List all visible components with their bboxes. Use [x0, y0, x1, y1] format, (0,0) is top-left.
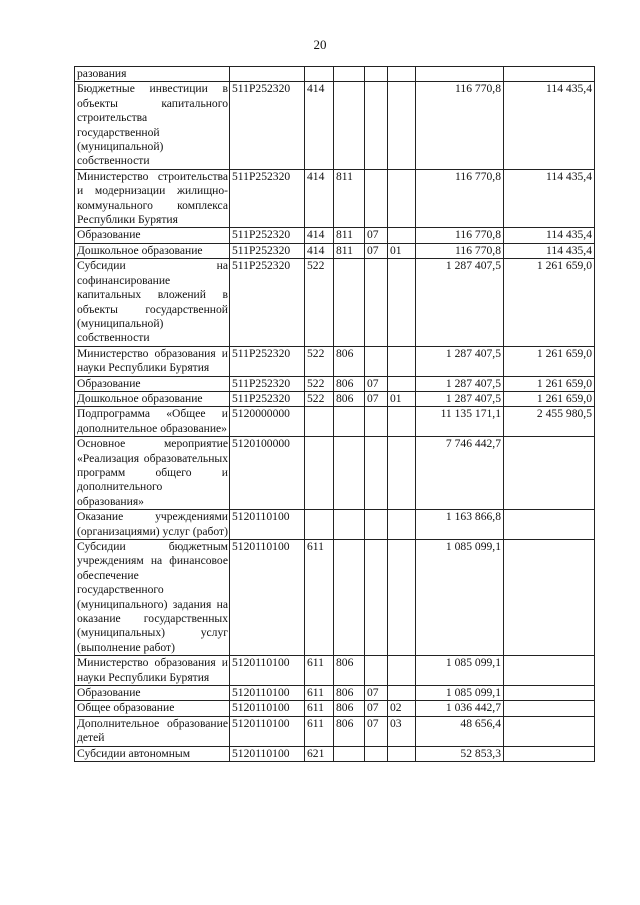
target-article-cell: 511P252320 — [230, 169, 305, 228]
subsection-code-cell — [388, 746, 416, 761]
administrator-code-cell — [334, 259, 365, 346]
administrator-code-cell — [334, 437, 365, 510]
table-row — [75, 540, 595, 656]
section-code-cell: 07 — [365, 716, 388, 746]
target-article-cell: 5120110100 — [230, 686, 305, 701]
section-code-cell — [365, 67, 388, 82]
section-code-cell: 07 — [365, 228, 388, 243]
expense-type-cell: 522 — [305, 376, 334, 391]
expense-type-cell: 611 — [305, 716, 334, 746]
administrator-code-cell: 806 — [334, 656, 365, 686]
amount-year2-cell: 2 455 980,5 — [504, 407, 595, 437]
administrator-code-cell: 806 — [334, 716, 365, 746]
expense-type-cell — [305, 407, 334, 437]
section-code-cell — [365, 169, 388, 228]
administrator-code-cell: 811 — [334, 228, 365, 243]
target-article-cell: 5120110100 — [230, 656, 305, 686]
administrator-code-cell: 811 — [334, 169, 365, 228]
row-name-cell: Субсидии бюджетным учреждениям на финансовое обеспечение государственного (муниципального) задания на оказание государственных (муниципальных) услуг (выполнение работ) — [75, 540, 230, 656]
row-name-cell: Дошкольное образование — [75, 391, 230, 406]
amount-year1-cell: 11 135 171,1 — [416, 407, 504, 437]
administrator-code-cell: 811 — [334, 243, 365, 258]
amount-year2-cell: 114 435,4 — [504, 243, 595, 258]
amount-year1-cell: 116 770,8 — [416, 243, 504, 258]
amount-year2-cell: 1 261 659,0 — [504, 391, 595, 406]
expense-type-cell: 611 — [305, 656, 334, 686]
section-code-cell — [365, 437, 388, 510]
target-article-cell: 5120100000 — [230, 437, 305, 510]
administrator-code-cell — [334, 82, 365, 169]
table-row — [75, 437, 595, 510]
subsection-code-cell — [388, 376, 416, 391]
target-article-cell: 511P252320 — [230, 391, 305, 406]
table-row — [75, 346, 595, 376]
administrator-code-cell — [334, 540, 365, 656]
expense-type-cell: 414 — [305, 243, 334, 258]
amount-year2-cell: 114 435,4 — [504, 169, 595, 228]
row-name-cell: Образование — [75, 228, 230, 243]
subsection-code-cell: 01 — [388, 243, 416, 258]
row-name-cell: Оказание учреждениями (организациями) услуг (работ) — [75, 510, 230, 540]
section-code-cell — [365, 82, 388, 169]
subsection-code-cell: 02 — [388, 701, 416, 716]
target-article-cell: 5120110100 — [230, 701, 305, 716]
amount-year2-cell — [504, 656, 595, 686]
administrator-code-cell: 806 — [334, 376, 365, 391]
table-row — [75, 407, 595, 437]
expense-type-cell: 611 — [305, 701, 334, 716]
table-row — [75, 169, 595, 228]
amount-year2-cell: 114 435,4 — [504, 82, 595, 169]
amount-year1-cell: 1 287 407,5 — [416, 376, 504, 391]
amount-year2-cell — [504, 701, 595, 716]
amount-year1-cell: 1 085 099,1 — [416, 686, 504, 701]
section-code-cell — [365, 656, 388, 686]
administrator-code-cell: 806 — [334, 346, 365, 376]
page-number: 20 — [313, 37, 327, 52]
target-article-cell: 511P252320 — [230, 228, 305, 243]
subsection-code-cell: 03 — [388, 716, 416, 746]
amount-year2-cell — [504, 746, 595, 761]
subsection-code-cell — [388, 510, 416, 540]
target-article-cell: 511P252320 — [230, 243, 305, 258]
amount-year2-cell — [504, 510, 595, 540]
amount-year1-cell: 1 287 407,5 — [416, 259, 504, 346]
amount-year1-cell: 1 287 407,5 — [416, 346, 504, 376]
amount-year1-cell: 52 853,3 — [416, 746, 504, 761]
administrator-code-cell: 806 — [334, 701, 365, 716]
subsection-code-cell — [388, 540, 416, 656]
row-name-cell: Общее образование — [75, 701, 230, 716]
amount-year1-cell: 7 746 442,7 — [416, 437, 504, 510]
section-code-cell: 07 — [365, 376, 388, 391]
subsection-code-cell — [388, 437, 416, 510]
amount-year1-cell: 116 770,8 — [416, 169, 504, 228]
amount-year1-cell: 48 656,4 — [416, 716, 504, 746]
expense-type-cell: 621 — [305, 746, 334, 761]
table-row — [75, 686, 595, 701]
subsection-code-cell — [388, 407, 416, 437]
expense-type-cell — [305, 510, 334, 540]
subsection-code-cell: 01 — [388, 391, 416, 406]
amount-year1-cell: 1 163 866,8 — [416, 510, 504, 540]
table-row — [75, 376, 595, 391]
administrator-code-cell — [334, 67, 365, 82]
row-name-cell: Основное мероприятие «Реализация образовательных программ общего и дополнительного образования» — [75, 437, 230, 510]
administrator-code-cell — [334, 510, 365, 540]
subsection-code-cell — [388, 686, 416, 701]
table-row — [75, 259, 595, 346]
amount-year2-cell — [504, 686, 595, 701]
subsection-code-cell — [388, 259, 416, 346]
section-code-cell — [365, 746, 388, 761]
amount-year1-cell: 1 085 099,1 — [416, 540, 504, 656]
section-code-cell — [365, 346, 388, 376]
row-name-cell: Министерство строительства и модернизации жилищно-коммунального комплекса Республики Бурятия — [75, 169, 230, 228]
amount-year2-cell — [504, 437, 595, 510]
table-row — [75, 701, 595, 716]
section-code-cell — [365, 259, 388, 346]
administrator-code-cell — [334, 407, 365, 437]
subsection-code-cell — [388, 67, 416, 82]
amount-year2-cell — [504, 716, 595, 746]
subsection-code-cell — [388, 169, 416, 228]
budget-table — [74, 66, 595, 762]
table-row — [75, 510, 595, 540]
table-row — [75, 243, 595, 258]
section-code-cell: 07 — [365, 701, 388, 716]
amount-year1-cell: 116 770,8 — [416, 228, 504, 243]
subsection-code-cell — [388, 228, 416, 243]
expense-type-cell — [305, 437, 334, 510]
target-article-cell: 511P252320 — [230, 82, 305, 169]
amount-year2-cell: 1 261 659,0 — [504, 346, 595, 376]
amount-year1-cell: 1 287 407,5 — [416, 391, 504, 406]
expense-type-cell: 522 — [305, 391, 334, 406]
subsection-code-cell — [388, 656, 416, 686]
table-row — [75, 746, 595, 761]
amount-year1-cell: 1 085 099,1 — [416, 656, 504, 686]
expense-type-cell: 522 — [305, 346, 334, 376]
target-article-cell: 5120110100 — [230, 716, 305, 746]
section-code-cell — [365, 540, 388, 656]
budget-table-body — [75, 67, 595, 762]
amount-year2-cell: 1 261 659,0 — [504, 259, 595, 346]
target-article-cell: 511P252320 — [230, 346, 305, 376]
amount-year1-cell — [416, 67, 504, 82]
amount-year2-cell — [504, 540, 595, 656]
section-code-cell: 07 — [365, 686, 388, 701]
row-name-cell: Образование — [75, 686, 230, 701]
amount-year1-cell: 116 770,8 — [416, 82, 504, 169]
amount-year2-cell: 114 435,4 — [504, 228, 595, 243]
target-article-cell — [230, 67, 305, 82]
amount-year2-cell: 1 261 659,0 — [504, 376, 595, 391]
row-name-cell: Дошкольное образование — [75, 243, 230, 258]
expense-type-cell — [305, 67, 334, 82]
table-row — [75, 391, 595, 406]
section-code-cell: 07 — [365, 243, 388, 258]
expense-type-cell: 414 — [305, 169, 334, 228]
administrator-code-cell: 806 — [334, 686, 365, 701]
table-row — [75, 67, 595, 82]
row-name-cell: Министерство образования и науки Республики Бурятия — [75, 346, 230, 376]
expense-type-cell: 611 — [305, 686, 334, 701]
table-row — [75, 656, 595, 686]
target-article-cell: 5120110100 — [230, 746, 305, 761]
target-article-cell: 5120000000 — [230, 407, 305, 437]
target-article-cell: 511P252320 — [230, 259, 305, 346]
row-name-cell: Подпрограмма «Общее и дополнительное образование» — [75, 407, 230, 437]
expense-type-cell: 611 — [305, 540, 334, 656]
row-name-cell: Министерство образования и науки Республики Бурятия — [75, 656, 230, 686]
administrator-code-cell: 806 — [334, 391, 365, 406]
row-name-cell: Образование — [75, 376, 230, 391]
row-name-cell: Субсидии автономным — [75, 746, 230, 761]
target-article-cell: 5120110100 — [230, 540, 305, 656]
expense-type-cell: 522 — [305, 259, 334, 346]
subsection-code-cell — [388, 82, 416, 169]
target-article-cell: 5120110100 — [230, 510, 305, 540]
expense-type-cell: 414 — [305, 228, 334, 243]
row-name-cell: Дополнительное образование детей — [75, 716, 230, 746]
administrator-code-cell — [334, 746, 365, 761]
table-row — [75, 82, 595, 169]
table-row — [75, 716, 595, 746]
target-article-cell: 511P252320 — [230, 376, 305, 391]
amount-year2-cell — [504, 67, 595, 82]
subsection-code-cell — [388, 346, 416, 376]
row-name-cell: Субсидии на софинансирование капитальных вложений в объекты государственной (муниципальной) собственности — [75, 259, 230, 346]
section-code-cell — [365, 407, 388, 437]
section-code-cell: 07 — [365, 391, 388, 406]
expense-type-cell: 414 — [305, 82, 334, 169]
row-name-cell: Бюджетные инвестиции в объекты капитального строительства государственной (муниципальной) собственности — [75, 82, 230, 169]
row-name-cell: разования — [75, 67, 230, 82]
section-code-cell — [365, 510, 388, 540]
table-row — [75, 228, 595, 243]
amount-year1-cell: 1 036 442,7 — [416, 701, 504, 716]
